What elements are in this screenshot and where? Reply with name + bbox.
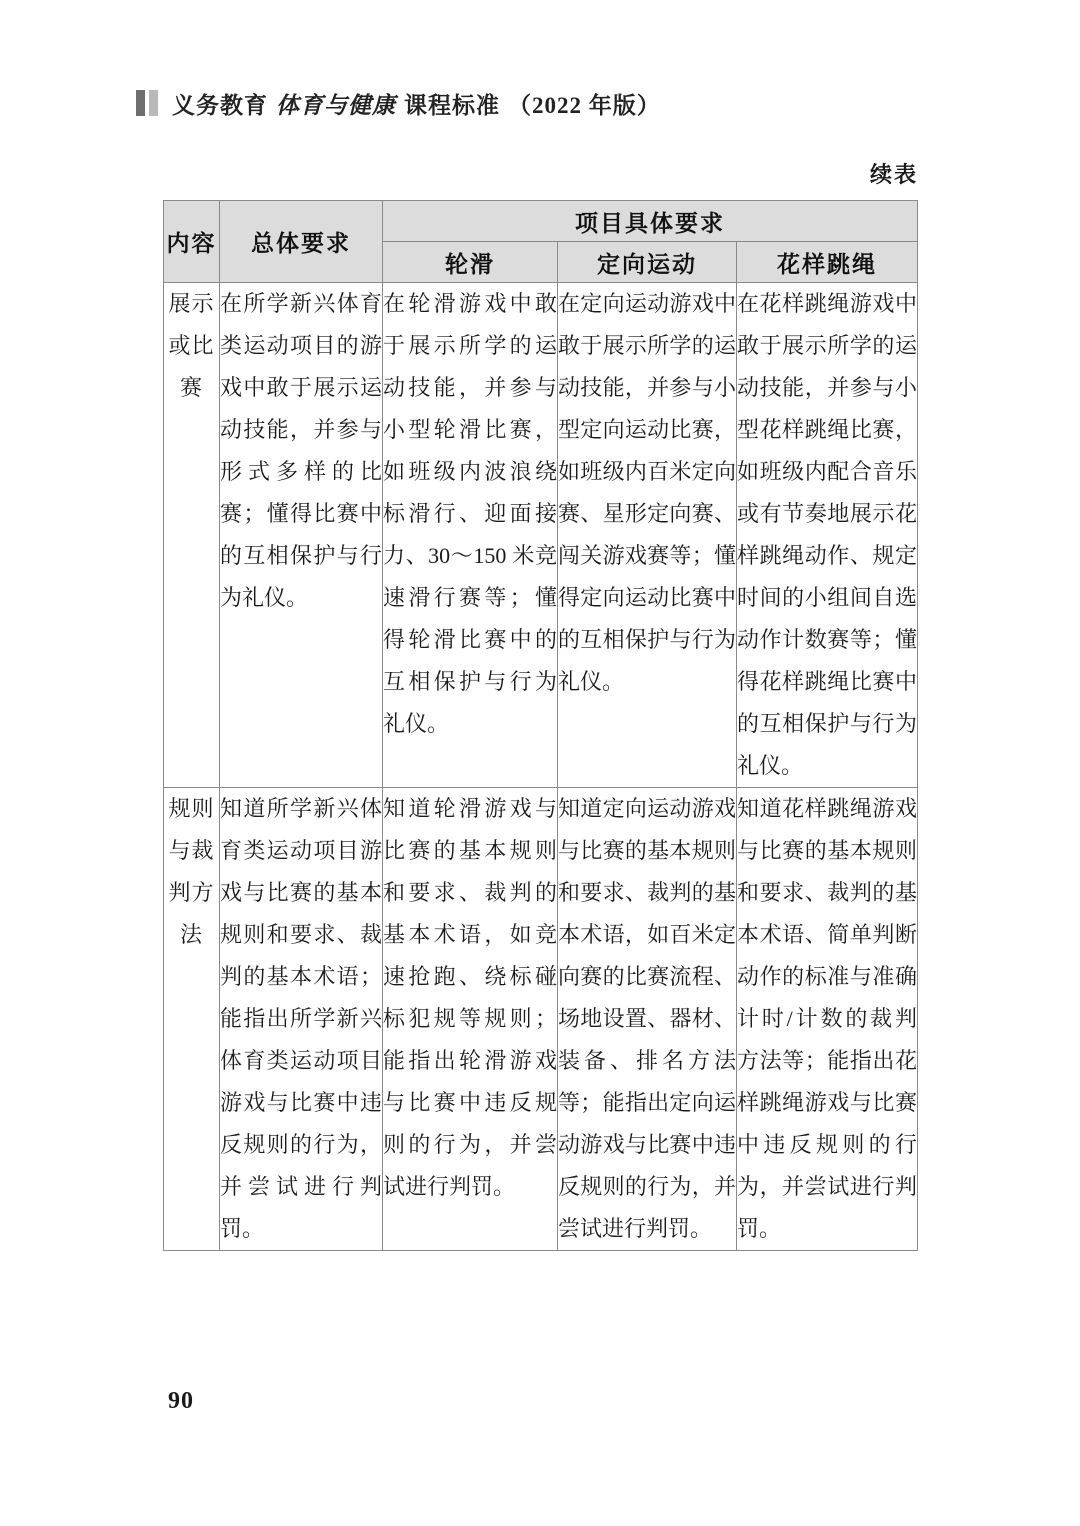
cell-roller-skating-rules: 知道轮滑游戏与比赛的基本规则和要求、裁判的基本术语，如竞速抢跑、绕标碰标犯规等规则；能指出轮滑游戏与比赛中违反规则的行为，并尝试进行判罚。: [383, 788, 558, 1251]
running-head-suffix: 课程标准: [404, 92, 500, 118]
header-sub-orienteering: 定向运动: [558, 242, 737, 283]
header-content: 内容: [164, 201, 220, 283]
standards-table: [163, 200, 918, 1251]
running-head-text: [172, 87, 661, 120]
cell-overall-display: 在所学新兴体育类运动项目的游戏中敢于展示运动技能，并参与形式多样的比赛；懂得比赛中的互相保护与行为礼仪。: [220, 283, 383, 788]
standards-table-wrap: [163, 200, 917, 1251]
page-number: 90: [168, 1388, 194, 1414]
row-label-rules-and-refereeing: [164, 788, 220, 1251]
table-row: [164, 788, 918, 1251]
table-head: [164, 201, 918, 283]
cell-roller-skating-display: 在轮滑游戏中敢于展示所学的运动技能，并参与小型轮滑比赛，如班级内波浪绕标滑行、迎面接力、30～150 米竞速滑行赛等；懂得轮滑比赛中的互相保护与行为礼仪。: [383, 283, 558, 788]
continued-table-label: 续表: [869, 162, 918, 187]
header-overall-requirement: 总体要求: [220, 201, 383, 283]
table-header-row-1: [164, 201, 918, 242]
cell-overall-rules: 知道所学新兴体育类运动项目游戏与比赛的基本规则和要求、裁判的基本术语；能指出所学新兴体育类运动项目游戏与比赛中违反规则的行为，并尝试进行判罚。: [220, 788, 383, 1251]
header-sub-rope-skipping: 花样跳绳: [737, 242, 918, 283]
cell-orienteering-rules: 知道定向运动游戏与比赛的基本规则和要求、裁判的基本术语，如百米定向赛的比赛流程、场地设置、器材、装备、排名方法等；能指出定向运动游戏与比赛中违反规则的行为，并尝试进行判罚。: [558, 788, 737, 1251]
chapter-mark-icon: [136, 90, 158, 116]
header-sub-roller-skating: 轮滑: [383, 242, 558, 283]
row-label-display-or-compete: [164, 283, 220, 788]
cell-rope-skipping-display: 在花样跳绳游戏中敢于展示所学的运动技能，并参与小型花样跳绳比赛，如班级内配合音乐或有节奏地展示花样跳绳动作、规定时间的小组间自选动作计数赛等；懂得花样跳绳比赛中的互相保护与行为礼仪。: [737, 283, 918, 788]
table-body: [164, 283, 918, 1251]
table-row: [164, 283, 918, 788]
header-project-specific-group: 项目具体要求: [383, 201, 918, 242]
running-head-italic-title: 体育与健康: [276, 92, 396, 118]
running-head-prefix: 义务教育: [172, 92, 268, 118]
running-head: [136, 86, 661, 120]
row-label-text: 展示或比赛: [168, 291, 215, 400]
cell-rope-skipping-rules: 知道花样跳绳游戏与比赛的基本规则和要求、裁判的基本术语、简单判断动作的标准与准确计时/计数的裁判方法等；能指出花样跳绳游戏与比赛中违反规则的行为，并尝试进行判罚。: [737, 788, 918, 1251]
cell-orienteering-display: 在定向运动游戏中敢于展示所学的运动技能，并参与小型定向运动比赛，如班级内百米定向赛、星形定向赛、闯关游戏赛等；懂得定向运动比赛中的互相保护与行为礼仪。: [558, 283, 737, 788]
running-head-edition: （2022 年版）: [508, 92, 661, 118]
row-label-text: 规则与裁判方法: [168, 796, 215, 947]
